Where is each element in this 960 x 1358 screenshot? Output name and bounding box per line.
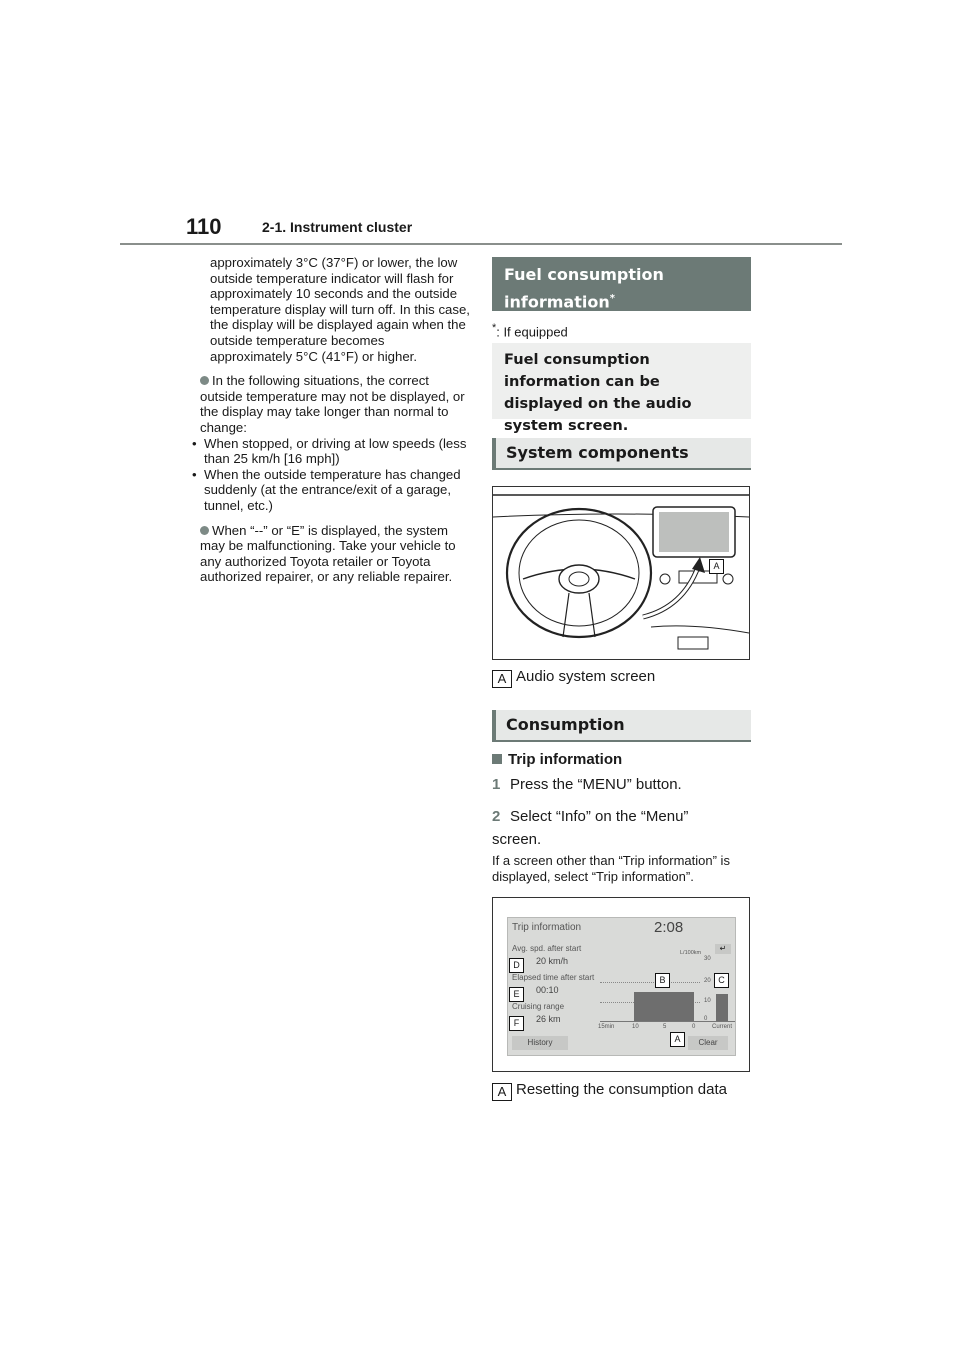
sub-list [192,435,470,514]
caption-text: Resetting the consumption data [516,1081,727,1098]
bullet-item-situations [192,373,470,513]
footnote-marker: * [492,322,497,334]
caption-label-box: A [492,670,512,688]
elapsed-time-label: Elapsed time after start [512,973,595,982]
caption-label-box: A [492,1083,512,1101]
clear-button[interactable]: Clear [688,1036,728,1050]
figure-caption-reset [492,1081,727,1101]
current-bar [716,994,728,1021]
sub-list-item [190,467,470,514]
screen-title: Trip information [512,922,582,933]
cruising-range-value: 26 km [536,1014,561,1024]
chart-baseline [600,1021,735,1022]
unit-label: L/100km [680,950,702,956]
step-1 [492,776,762,793]
trip-info-screen [507,917,736,1056]
callout-f: F [509,1016,524,1031]
left-column [192,255,470,594]
heading-consumption: Consumption [492,710,751,742]
footnote-text: : If equipped [496,324,568,340]
history-bars [634,992,694,1021]
bullet-dot-icon [200,526,209,535]
info-box: Fuel consumption information can be displayed on the audio system screen. [492,343,751,419]
y-tick-0: 0 [704,1016,708,1022]
y-tick-20: 20 [704,978,711,984]
page-number: 110 [186,214,222,239]
note-paragraph: If a screen other than “Trip information” is displayed, select “Trip information”. [492,853,730,884]
y-tick-10: 10 [704,998,711,1004]
avg-speed-value: 20 km/h [536,956,569,966]
figure-dashboard [492,486,750,660]
figure-caption-audio [492,668,655,688]
step-2 [492,805,732,851]
step-text: Press the “MENU” button. [510,776,682,793]
subheading-trip-information [492,751,622,768]
callout-a: A [709,559,724,574]
x-tick-current: Current [712,1024,733,1030]
caption-text: Audio system screen [516,668,656,685]
sub-item-text: When stopped, or driving at low speeds (less than 25 km/h [16 mph]) [204,435,467,467]
y-tick-30: 30 [704,956,711,962]
screen-clock: 2:08 [654,919,684,936]
callout-c: C [714,973,729,988]
bullet-item-malfunction [200,523,470,585]
sub-bullet-icon: • [192,466,197,482]
bullet-dot-icon [200,376,209,385]
bullet-text: When “--” or “E” is displayed, the system may be malfunctioning. Take your vehicle to any authorized Toyota retailer or Toyota authorized repairer, or any reliable repairer. [200,522,456,585]
elapsed-time-value: 00:10 [536,985,559,995]
footnote-marker: * [609,293,615,304]
step-text: Select “Info” on the “Menu” screen. [492,808,689,848]
figure-trip-screen [492,897,750,1072]
cruising-range-label: Cruising range [512,1002,565,1011]
step-number: 2 [492,808,501,825]
callout-d: D [509,958,524,973]
callout-e: E [509,987,524,1002]
bullet-text: In the following situations, the correct outside temperature may not be displayed, or the display may take longer than normal to change: [200,373,465,435]
heading-system-components: System components [492,438,751,470]
callout-a: A [670,1032,685,1047]
paragraph-temperature: approximately 3°C (37°F) or lower, the low outside temperature indicator will flash for approximately 10 seconds and the outside temperature display will turn off. In this case, the display will be displayed again when the outside temperature becomes approximately 5°C (41°F) or higher. [210,255,470,364]
step-number: 1 [492,776,501,793]
sub-bullet-icon: • [192,435,197,451]
x-tick-15min: 15min [598,1024,615,1030]
x-tick-5: 5 [663,1024,667,1030]
x-tick-0: 0 [692,1024,696,1030]
square-bullet-icon [492,754,502,764]
subheading-text: Trip information [508,751,623,768]
x-tick-10: 10 [632,1024,639,1030]
heading-text: Fuel consumption information [504,265,664,312]
avg-speed-label: Avg. spd. after start [512,944,582,953]
gridline [600,982,700,983]
footnote [492,322,568,339]
return-icon[interactable]: ↵ [715,944,731,954]
sub-list-item [190,436,470,467]
history-button[interactable]: History [512,1036,568,1050]
header-divider [120,243,842,245]
callout-b: B [655,973,670,988]
sub-item-text: When the outside temperature has changed suddenly (at the entrance/exit of a garage, tunnel, etc.) [204,466,461,513]
section-title: 2-1. Instrument cluster [262,219,413,235]
heading-fuel-consumption [492,257,751,311]
